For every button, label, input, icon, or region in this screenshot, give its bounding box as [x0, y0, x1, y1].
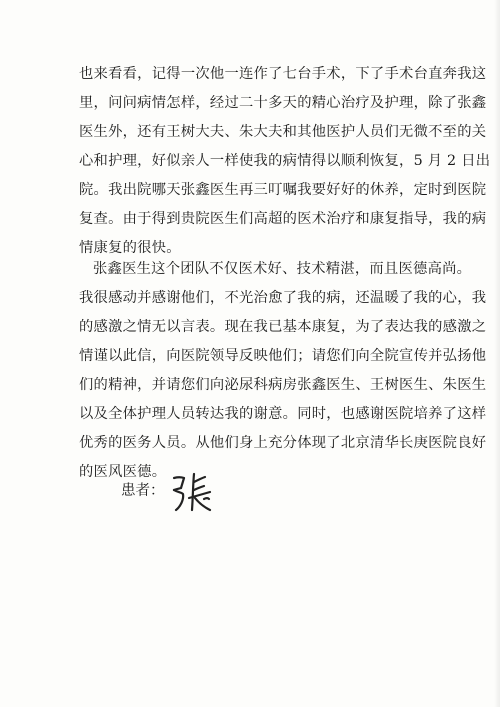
letter-line: 们的精神，并请您们向泌尿科病房张鑫医生、王树医生、朱医生 — [79, 377, 487, 393]
patient-label: 患者： — [121, 483, 165, 499]
letter-line: 情康复的很快。 — [79, 240, 181, 256]
letter-line: 的医风医德。 — [79, 464, 167, 480]
letter-line: 里，问问病情怎样，经过二十多天的精心治疗及护理，除了张鑫 — [79, 95, 487, 111]
letter-line: 我很感动并感谢他们，不光治愈了我的病，还温暖了我的心，我 — [79, 290, 487, 306]
letter-line: 心和护理，好似亲人一样使我的病情得以顺利恢复，5 月 2 日出 — [79, 153, 491, 169]
letter-line: 以及全体护理人员转达我的谢意。同时，也感谢医院培养了这样 — [79, 406, 487, 422]
letter-line: 也来看看，记得一次他一连作了七台手术，下了手术台直奔我这 — [79, 66, 487, 82]
letter-line: 医生外，还有王树大夫、朱大夫和其他医护人员们无微不至的关 — [79, 124, 487, 140]
scan-edge — [494, 0, 500, 707]
letter-line: 情谨以此信，向医院领导反映他们；请您们向全院宣传并弘扬他 — [79, 348, 487, 364]
letter-line: 院。我出院哪天张鑫医生再三叮嘱我要好好的休养，定时到医院 — [79, 182, 487, 198]
letter-line: 优秀的医务人员。从他们身上充分体现了北京清华长庚医院良好 — [79, 435, 487, 451]
letter-line: 张鑫医生这个团队不仅医术好、技术精湛，而且医德高尚。 — [93, 261, 472, 277]
handwritten-signature — [168, 470, 214, 514]
letter-line: 的感激之情无以言表。现在我已基本康复，为了表达我的感激之 — [79, 319, 487, 335]
letter-line: 复查。由于得到贵院医生们高超的医术治疗和康复指导，我的病 — [79, 211, 487, 227]
